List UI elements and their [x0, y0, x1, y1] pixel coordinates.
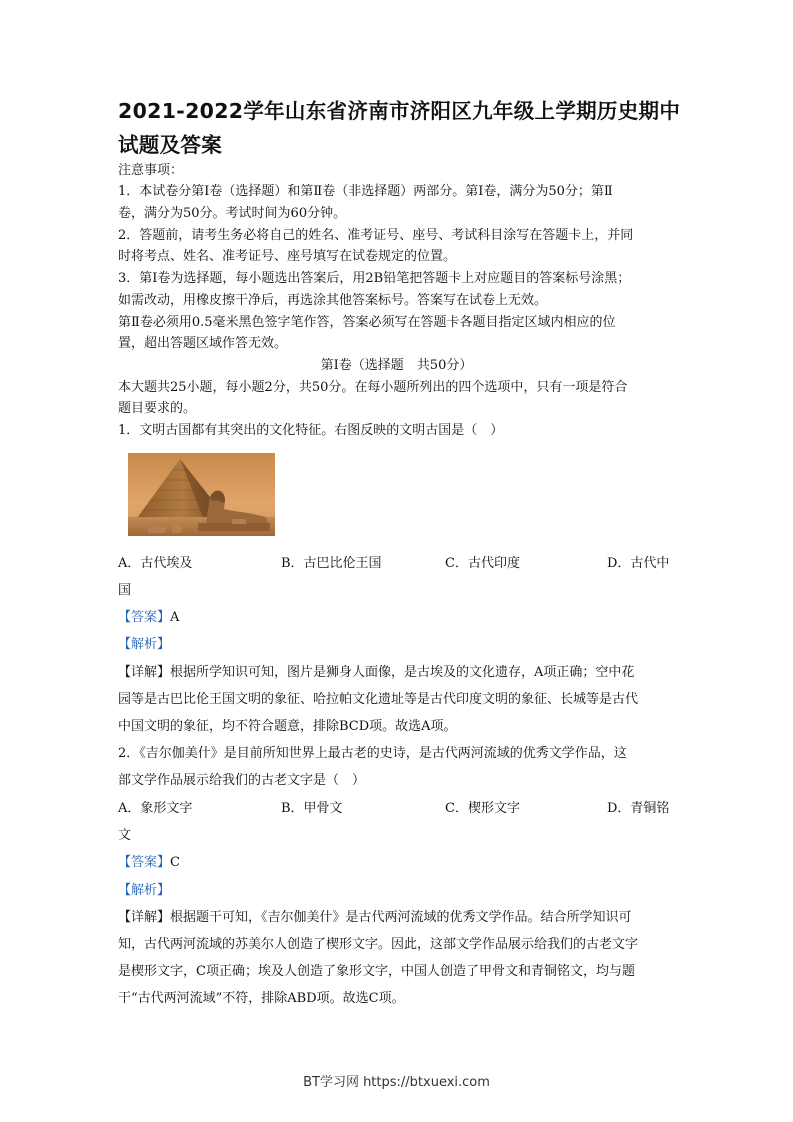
q2-option-a: A．象形文字: [118, 801, 193, 816]
pyramid-sphinx-image: [128, 453, 275, 536]
title-line-2: 试题及答案: [118, 133, 222, 157]
q2-option-d-wrap: 文: [118, 828, 132, 843]
section-desc-line: 题目要求的。: [118, 401, 197, 416]
detail-text: 根据所学知识可知，图片是狮身人面像，是古埃及的文化遗存，A项正确；空中花: [170, 665, 635, 680]
answer-label: 【答案】: [118, 610, 171, 625]
q2-analysis-label: [118, 881, 678, 901]
q1-option-b: B．古巴比伦王国: [281, 556, 382, 571]
notes-line: 卷，满分为50分。考试时间为60分钟。: [118, 206, 347, 221]
section-desc-line: 本大题共25小题，每小题2分，共50分。在每小题所列出的四个选项中，只有一项是符合: [118, 380, 628, 395]
detail-label: 【详解】: [118, 665, 171, 680]
analysis-label: 【解析】: [118, 883, 171, 898]
analysis-label: 【解析】: [118, 637, 171, 652]
q2-answer: [118, 853, 678, 873]
notes-line: 置，超出答题区域作答无效。: [118, 336, 288, 351]
q2-option-b: B．甲骨文: [281, 801, 343, 816]
notes-line: 时将考点、姓名、准考证号、座号填写在试卷规定的位置。: [118, 249, 457, 264]
q1-option-d: D．古代中: [607, 556, 670, 571]
answer-value: A: [170, 610, 180, 625]
q1-option-c: C．古代印度: [445, 556, 520, 571]
notes-line: 如需改动，用橡皮擦干净后，再选涂其他答案标号。答案写在试卷上无效。: [118, 293, 548, 308]
q1-option-d-wrap: 国: [118, 583, 132, 598]
q2-detail-line: [118, 908, 678, 928]
q2-detail-line: 是楔形文字，C项正确；埃及人创造了象形文字，中国人创造了甲骨文和青铜铭文，均与题: [118, 964, 635, 979]
notes-line: 3．第Ⅰ卷为选择题，每小题选出答案后，用2B铅笔把答题卡上对应题目的答案标号涂黑；: [118, 271, 631, 286]
q1-option-a: A．古代埃及: [118, 556, 193, 571]
detail-text: 根据题干可知，《吉尔伽美什》是古代两河流域的优秀文学作品。结合所学知识可: [170, 910, 632, 925]
q1-answer: [118, 608, 678, 628]
q2-option-c: C．楔形文字: [445, 801, 520, 816]
notes-heading: 注意事项：: [118, 163, 184, 178]
q1-detail-line: 中国文明的象征，均不符合题意，排除BCD项。故选A项。: [118, 719, 457, 734]
document-title: [118, 94, 688, 162]
section-title: 第Ⅰ卷（选择题 共50分）: [320, 358, 473, 373]
notes-line: 2．答题前，请考生务必将自己的姓名、准考证号、座号、考试科目涂写在答题卡上，并同: [118, 228, 634, 243]
q1-stem: 1．文明古国都有其突出的文化特征。右图反映的文明古国是（ ）: [118, 423, 504, 438]
q1-detail-line: [118, 663, 678, 683]
notes-line: 第Ⅱ卷必须用0.5毫米黑色签字笔作答，答案必须写在答题卡各题目指定区域内相应的位: [118, 315, 616, 330]
q1-analysis-label: [118, 635, 678, 655]
q2-stem-line: 部文学作品展示给我们的古老文字是（ ）: [118, 773, 366, 788]
q2-stem-line: 2．《吉尔伽美什》是目前所知世界上最古老的史诗，是古代两河流域的优秀文学作品，这: [118, 746, 627, 761]
answer-label: 【答案】: [118, 855, 171, 870]
q2-option-d: D．青铜铭: [607, 801, 670, 816]
title-line-1: 2021-2022学年山东省济南市济阳区九年级上学期历史期中: [118, 99, 681, 123]
detail-label: 【详解】: [118, 910, 171, 925]
q1-detail-line: 园等是古巴比伦王国文明的象征、哈拉帕文化遗址等是古代印度文明的象征、长城等是古代: [118, 692, 639, 707]
answer-value: C: [170, 855, 180, 870]
footer-source: BT学习网 https://btxuexi.com: [303, 1075, 490, 1090]
notes-line: 1．本试卷分第Ⅰ卷（选择题）和第Ⅱ卷（非选择题）两部分。第Ⅰ卷，满分为50分；第Ⅱ: [118, 184, 613, 199]
q2-detail-line: 干“古代两河流域”不符，排除ABD项。故选C项。: [118, 991, 405, 1006]
q2-detail-line: 知，古代两河流域的苏美尔人创造了楔形文字。因此，这部文学作品展示给我们的古老文字: [118, 937, 639, 952]
